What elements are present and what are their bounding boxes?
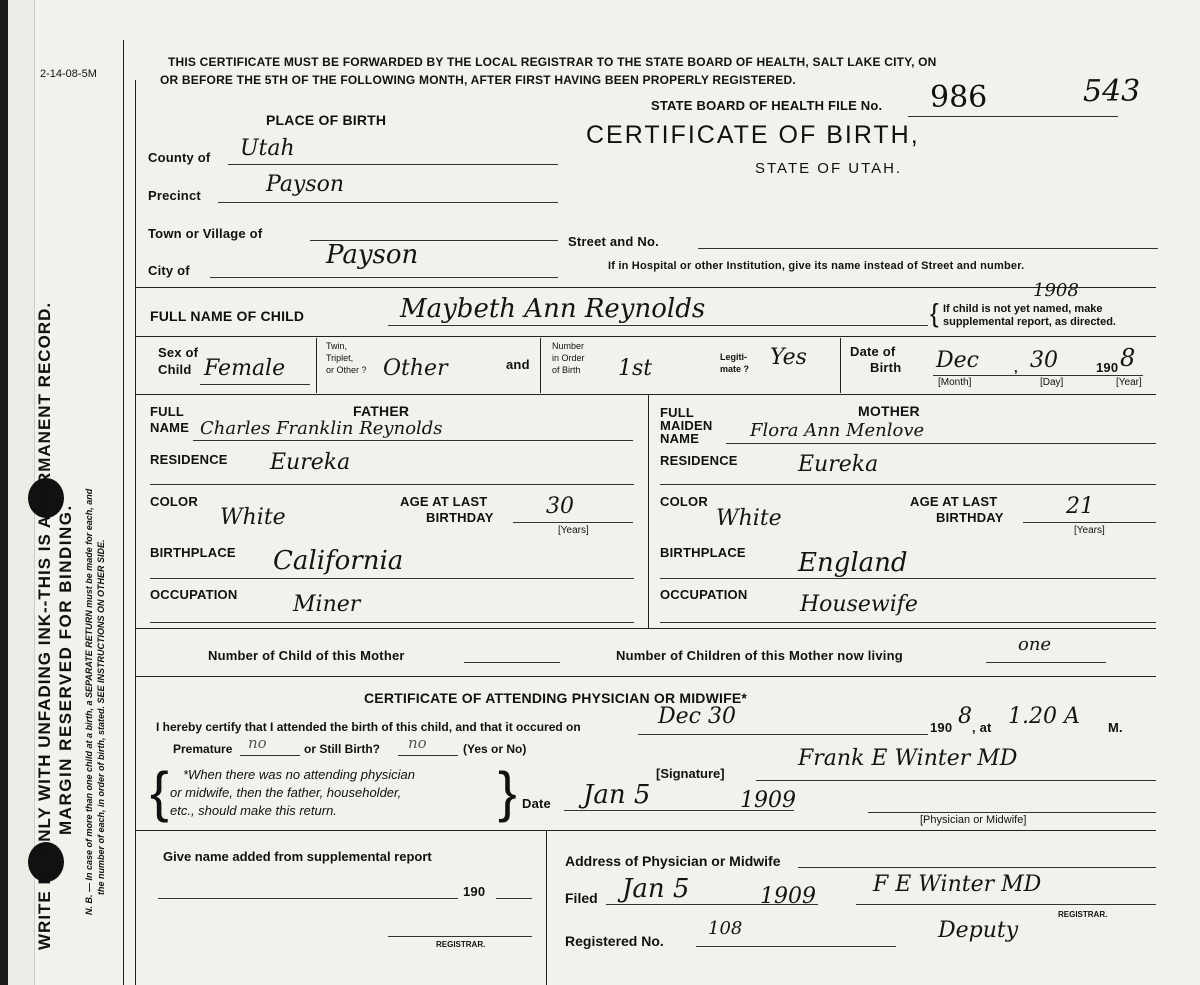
father-age-label-1: AGE AT LAST <box>400 494 488 509</box>
precinct-value: Payson <box>266 172 345 197</box>
state-subtitle: STATE OF UTAH. <box>755 160 903 177</box>
rule <box>136 287 1156 288</box>
mother-age: 21 <box>1066 494 1094 519</box>
county-line <box>228 164 558 165</box>
father-color: White <box>220 505 286 530</box>
note-line-3: etc., should make this return. <box>170 803 337 818</box>
mother-age-label-1: AGE AT LAST <box>910 494 998 509</box>
father-birthplace-label: BIRTHPLACE <box>150 545 236 560</box>
birth-date-line <box>638 734 928 735</box>
mother-name: Flora Ann Menlove <box>750 420 925 441</box>
registered-label: Registered No. <box>565 933 664 949</box>
father-age-label-2: BIRTHDAY <box>426 510 494 525</box>
dob-month: Dec <box>936 348 979 373</box>
birth-time: 1.20 A <box>1008 704 1080 729</box>
mother-occupation-line <box>660 622 1156 623</box>
parents-divider <box>648 394 649 628</box>
registrar-left: REGISTRAR. <box>436 940 486 949</box>
mother-residence-line <box>660 484 1156 485</box>
filed-year: 1909 <box>760 884 816 909</box>
dob-day: 30 <box>1030 348 1058 373</box>
child-name-line <box>388 325 928 326</box>
file-no: 986 <box>930 80 988 115</box>
note-line-2: or midwife, then the father, householder, <box>170 785 402 800</box>
registrar-right-line <box>856 904 1156 905</box>
father-years-label: [Years] <box>558 525 589 536</box>
supplemental-year-line <box>496 898 532 899</box>
physician-heading: CERTIFICATE OF ATTENDING PHYSICIAN OR MIDWIFE* <box>364 690 748 706</box>
frame-left-inner <box>135 80 136 985</box>
county-label: County of <box>148 150 211 165</box>
premature-label: Premature <box>173 742 233 756</box>
sig-year: 1909 <box>740 788 796 813</box>
file-no-line <box>908 116 1118 117</box>
registrar-left-line <box>388 936 532 937</box>
order-3: of Birth <box>552 365 581 375</box>
premature-line <box>240 755 300 756</box>
side-margin-text: WRITE PLAINLY WITH UNFADING INK--THIS IS A PERMANENT RECORD. <box>35 301 54 950</box>
signature-line <box>756 780 1156 781</box>
mother-color: White <box>716 506 782 531</box>
mother-full-label-2: MAIDEN <box>660 418 713 433</box>
father-age: 30 <box>546 494 574 519</box>
year-note: 1908 <box>1033 280 1079 301</box>
supplemental-line <box>158 898 458 899</box>
father-birthplace: California <box>273 546 404 576</box>
father-occupation-line <box>150 622 634 623</box>
address-line <box>798 867 1156 868</box>
twin-1: Twin, <box>326 341 348 351</box>
brace: { <box>930 298 939 328</box>
mother-years-label: [Years] <box>1074 525 1105 536</box>
town-label: Town or Village of <box>148 226 263 241</box>
deputy: Deputy <box>938 918 1019 943</box>
date-label: Date <box>522 796 551 811</box>
premature: no <box>248 734 267 752</box>
mother-full-label-1: FULL <box>660 405 695 420</box>
hospital-note: If in Hospital or other Institution, give its name instead of Street and number. <box>608 260 1025 272</box>
address-label: Address of Physician or Midwife <box>565 853 781 869</box>
certificate-title: CERTIFICATE OF BIRTH, <box>586 121 920 149</box>
order-value: 1st <box>618 356 653 381</box>
mother-residence: Eureka <box>798 452 879 477</box>
child-name: Maybeth Ann Reynolds <box>400 294 706 324</box>
twin-value: Other <box>383 356 448 381</box>
note-line-1: *When there was no attending physician <box>183 767 415 782</box>
footer-divider <box>546 830 547 985</box>
mother-heading: MOTHER <box>858 403 920 419</box>
rule <box>136 830 1156 831</box>
mother-age-label-2: BIRTHDAY <box>936 510 1004 525</box>
dob-label-1: Date of <box>850 344 896 359</box>
file-no-label: STATE BOARD OF HEALTH FILE No. <box>651 98 883 113</box>
supplemental-year: 190 <box>463 884 486 899</box>
sex-value: Female <box>204 356 286 381</box>
place-heading: PLACE OF BIRTH <box>266 112 387 128</box>
dob-year-prefix: 190 <box>1096 360 1119 375</box>
county-value: Utah <box>240 136 295 161</box>
registered-no: 108 <box>708 918 743 939</box>
day-label: [Day] <box>1040 377 1064 388</box>
registered-line <box>696 946 896 947</box>
father-age-line <box>513 522 633 523</box>
still-birth-label: or Still Birth? <box>304 742 380 756</box>
filed-date: Jan 5 <box>622 874 690 904</box>
order-1: Number <box>552 341 585 351</box>
father-occupation: Miner <box>293 592 361 617</box>
year-label: [Year] <box>1116 377 1142 388</box>
mother-occupation: Housewife <box>800 592 918 617</box>
header-line-1: THIS CERTIFICATE MUST BE FORWARDED BY THE LOCAL REGISTRAR TO THE STATE BOARD OF HEALTH, SALT LAKE CITY, ON <box>168 55 937 69</box>
form-code: 2-14-08-5M <box>40 68 97 80</box>
rule <box>136 628 1156 629</box>
sex-label-2: Child <box>158 362 192 377</box>
filed-label: Filed <box>565 890 598 906</box>
legit-1: Legiti- <box>720 352 747 362</box>
signature-label: [Signature] <box>656 766 725 781</box>
father-heading: FATHER <box>353 403 410 419</box>
mother-color-label: COLOR <box>660 494 708 509</box>
certificate-page: 2-14-08-5M WRITE PLAINLY WITH UNFADING INK--THIS IS A PERMANENT RECORD. MARGIN RESERVED FOR BINDING. N. B. — In case of more than one child at a birth, a SEPARATE RETURN must be made for each, and the number of each, in order of birth, stated. SEE INSTRUCTIONS ON OTHER SIDE. THIS CERTIFICATE MUST BE FORWARDED BY THE LOCAL REGISTRAR TO THE STATE BOARD OF HEALTH, SALT LAKE CITY, ON OR BEFORE THE 5TH OF THE FOLLOWING MONTH, AFTER FIRST HAVING BEEN PROPERLY REGISTERED. STATE BOARD OF HEALTH FILE No. 986 543 CERTIFICATE OF BIRTH, STATE OF UTAH. PLACE OF BIRTH County of Utah Precinct Payson Town or Village of City of Payson Street and No. If in Hospital or other Institution, give its name instead of Street and number. FULL NAME OF CHILD Maybeth Ann Reynolds 1908 { If child is not yet named, make supplemental report, as directed. Sex of Child Female Twin, Triplet, or Other ? Other and Number in Order of Birth 1st Legiti- mate ? Yes Date of Birth Dec , 30 190 8 [Month] [Day] [Year] FATHER FULL NAME Charles Franklin Reynolds RESIDENCE Eureka COLOR White AGE AT LAST BIRTHDAY 30 [Years] BIRTHPLACE California OCCUPATION Miner MOTHER FULL MAIDEN NAME Flora Ann Menlove RESIDENCE Eureka COLOR White AGE AT LAST BIRTHDAY 21 [Years] BIRTHPLACE England OCCUPATION Housewife Number of Child of this Mother Number of Children of this Mother now living one CERTIFICATE OF ATTENDING PHYSICIAN OR MIDWIFE* I hereby certify that I attended the birth of this child, and that it occured on Dec 30 190 8 , at 1.20 A M. Premature no or Still Birth? no (Yes or No) { *When there was no attending physician or midwife, then the father, householder, etc., should make this return. } [Signature] Frank E Winter MD Date Jan 5 1909 [Physician or Midwife] Give name added from supplemental report 190 REGISTRAR. Address of Physician or Midwife Filed Jan 5 1909 F E Winter MD REGISTRAR. Registered No. 108 Deputy <box>8 0 1200 985</box>
dob-year: 8 <box>1120 344 1136 372</box>
role-label: [Physician or Midwife] <box>920 814 1027 826</box>
note-brace-right: } <box>498 760 517 823</box>
file-no-extra: 543 <box>1083 74 1141 109</box>
mother-birthplace-line <box>660 578 1156 579</box>
mother-age-line <box>1023 522 1156 523</box>
legit-value: Yes <box>770 345 807 370</box>
not-named-1: If child is not yet named, make <box>943 303 1103 315</box>
supplemental-label: Give name added from supplemental report <box>163 849 432 864</box>
city-line <box>210 277 558 278</box>
sig-date: Jan 5 <box>583 780 651 810</box>
street-line <box>698 248 1158 249</box>
not-named-2: supplemental report, as directed. <box>943 316 1116 328</box>
father-residence: Eureka <box>270 450 351 475</box>
nb-note-1: N. B. — In case of more than one child at a birth, a SEPARATE RETURN must be made for each, and <box>84 488 94 915</box>
still-birth-line <box>398 755 458 756</box>
children-living-line <box>986 662 1106 663</box>
registrar-right: REGISTRAR. <box>1058 910 1108 919</box>
father-color-label: COLOR <box>150 494 198 509</box>
rule <box>136 676 1156 677</box>
mother-full-label-3: NAME <box>660 431 700 446</box>
father-birthplace-line <box>150 578 634 579</box>
father-full-label-2: NAME <box>150 420 190 435</box>
signature: Frank E Winter MD <box>798 746 1018 771</box>
mother-name-line <box>726 443 1156 444</box>
street-label: Street and No. <box>568 234 659 249</box>
sex-label-1: Sex of <box>158 345 199 360</box>
city-label: City of <box>148 263 190 278</box>
dob-label-2: Birth <box>870 360 902 375</box>
and-label: and <box>506 357 530 372</box>
child-number-label: Number of Child of this Mother <box>208 648 405 663</box>
frame-left <box>123 40 124 985</box>
role-line <box>868 812 1156 813</box>
father-name-line <box>193 440 633 441</box>
still-birth: no <box>408 734 427 752</box>
rule <box>136 394 1156 395</box>
father-occupation-label: OCCUPATION <box>150 587 238 602</box>
order-2: in Order <box>552 353 585 363</box>
mother-occupation-label: OCCUPATION <box>660 587 748 602</box>
birth-date: Dec 30 <box>658 704 736 729</box>
margin-binding-text: MARGIN RESERVED FOR BINDING. <box>56 504 75 835</box>
birth-year: 8 <box>958 704 972 729</box>
children-living: one <box>1018 634 1052 655</box>
nb-note-2: the number of each, in order of birth, stated. SEE INSTRUCTIONS ON OTHER SIDE. <box>96 539 106 895</box>
twin-2: Triplet, <box>326 353 354 363</box>
father-full-label-1: FULL <box>150 404 185 419</box>
rule <box>136 336 1156 337</box>
yes-no-label: (Yes or No) <box>463 742 527 756</box>
mother-residence-label: RESIDENCE <box>660 453 738 468</box>
sex-line <box>200 384 310 385</box>
at-label: , at <box>972 720 992 735</box>
precinct-line <box>218 202 558 203</box>
birth-year-prefix: 190 <box>930 720 953 735</box>
month-label: [Month] <box>938 377 972 388</box>
children-living-label: Number of Children of this Mother now living <box>616 648 903 663</box>
legit-2: mate ? <box>720 364 750 374</box>
precinct-label: Precinct <box>148 188 201 203</box>
certify-text: I hereby certify that I attended the birth of this child, and that it occured on <box>156 720 581 734</box>
mother-birthplace-label: BIRTHPLACE <box>660 545 746 560</box>
father-residence-line <box>150 484 634 485</box>
note-brace-left: { <box>150 760 169 823</box>
cell-divider <box>316 338 317 393</box>
father-residence-label: RESIDENCE <box>150 452 228 467</box>
father-name: Charles Franklin Reynolds <box>200 418 443 439</box>
registrar-signature: F E Winter MD <box>873 872 1042 897</box>
city-value: Payson <box>326 240 419 270</box>
dob-line <box>933 375 1143 376</box>
header-line-2: OR BEFORE THE 5TH OF THE FOLLOWING MONTH, AFTER FIRST HAVING BEEN PROPERLY REGISTERED. <box>160 73 796 87</box>
child-number-line <box>464 662 560 663</box>
twin-3: or Other ? <box>326 365 367 375</box>
cell-divider <box>540 338 541 393</box>
mother-birthplace: England <box>798 548 908 578</box>
child-name-label: FULL NAME OF CHILD <box>150 308 305 324</box>
cell-divider <box>840 338 841 393</box>
m-label: M. <box>1108 720 1123 735</box>
